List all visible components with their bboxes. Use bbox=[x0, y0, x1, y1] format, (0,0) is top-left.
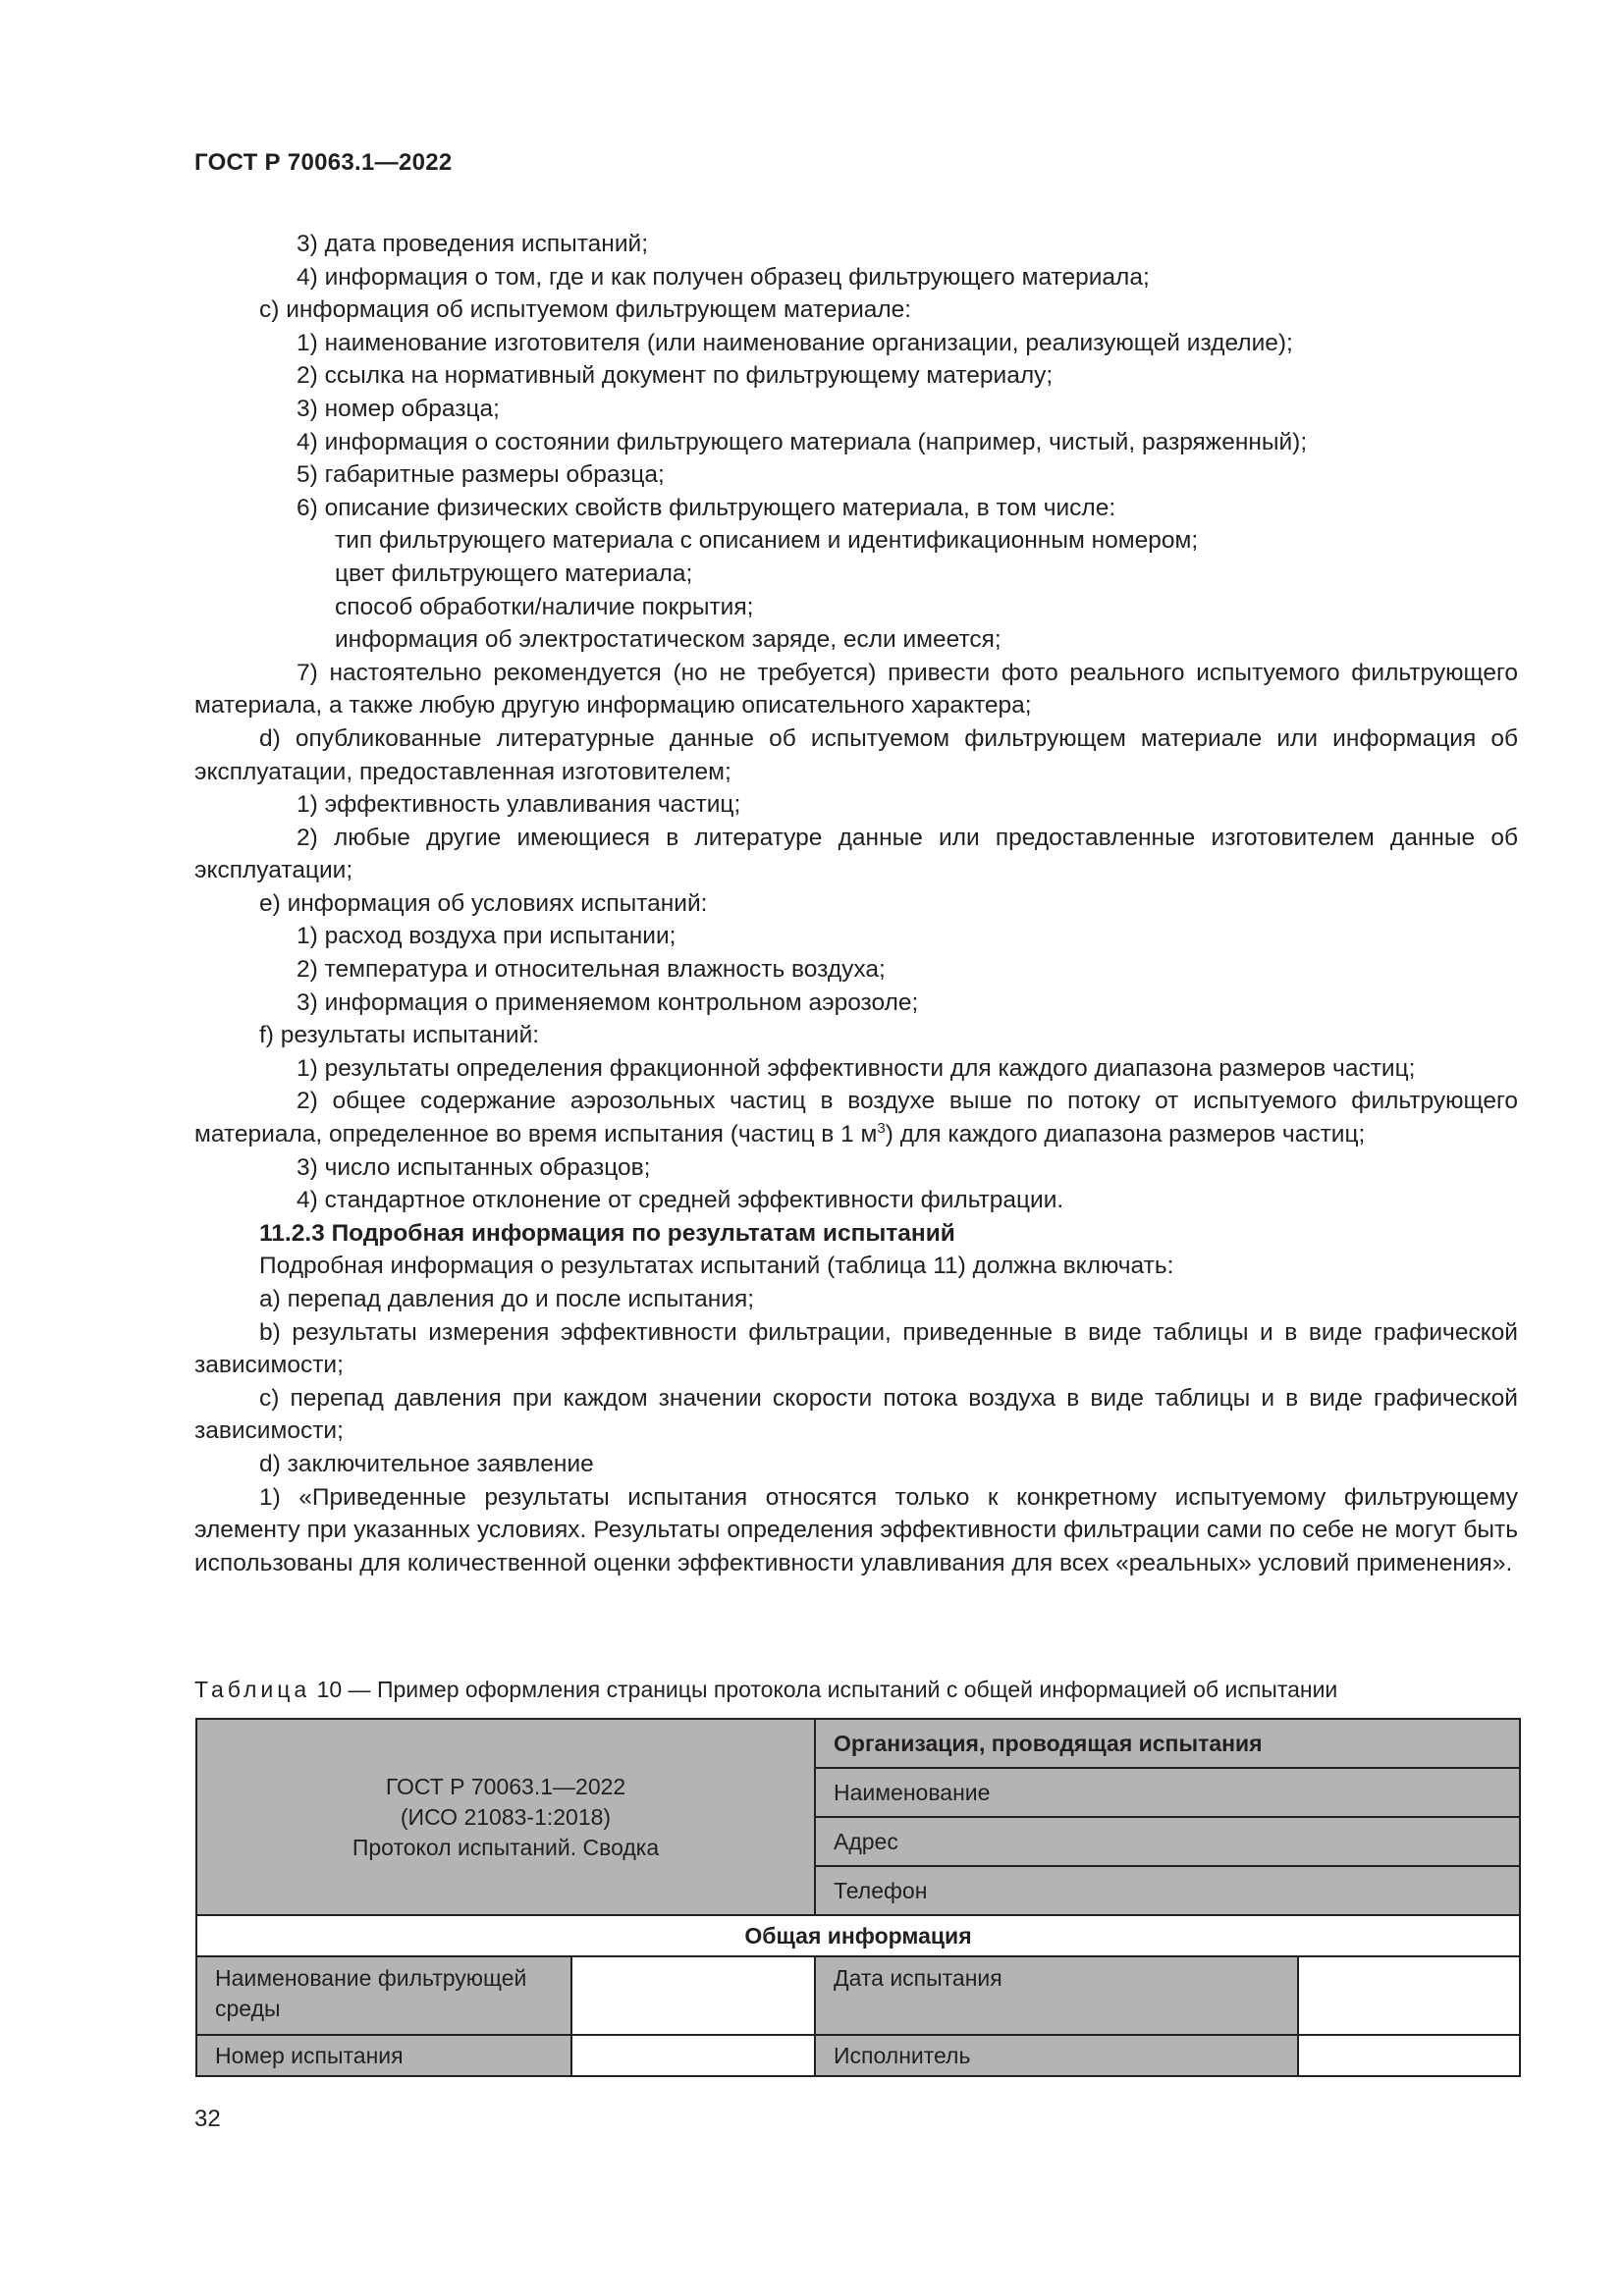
paragraph: Подробная информация о результатах испытаний (таблица 11) должна включать: bbox=[259, 1253, 1174, 1280]
test-number-value-cell[interactable] bbox=[571, 2035, 815, 2076]
list-item: 1) результаты определения фракционной эффективности для каждого диапазона размеров частиц; bbox=[297, 1054, 1416, 1082]
performer-label-cell: Исполнитель bbox=[815, 2035, 1298, 2076]
list-item: c) перепад давления при каждом значении скорости потока воздуха в виде таблицы и в виде графической зависимости; bbox=[194, 1384, 1518, 1445]
document-body bbox=[194, 228, 1518, 1579]
list-item: 4) информация о том, где и как получен образец фильтрующего материала; bbox=[297, 263, 1150, 291]
list-item: d) опубликованные литературные данные об испытуемом фильтрующем материале или информация об эксплуатации, предоставленная изготовителем; bbox=[194, 724, 1518, 785]
list-item: 1) наименование изготовителя (или наименование организации, реализующей изделие); bbox=[297, 329, 1293, 356]
org-address-cell: Адрес bbox=[815, 1817, 1520, 1866]
test-report-table bbox=[195, 1718, 1521, 2077]
list-item: 4) информация о состоянии фильтрующего материала (например, чистый, разряженный); bbox=[297, 428, 1308, 455]
list-item: 3) номер образца; bbox=[297, 395, 500, 422]
test-date-label-cell: Дата испытания bbox=[815, 1956, 1298, 2035]
filter-media-value-cell[interactable] bbox=[571, 1956, 815, 2035]
list-item: 3) информация о применяемом контрольном аэрозоле; bbox=[297, 988, 919, 1016]
list-item: информация об электростатическом заряде, если имеется; bbox=[335, 626, 1001, 654]
list-item-text: ) для каждого диапазона размеров частиц; bbox=[885, 1121, 1366, 1148]
list-item: 1) расход воздуха при испытании; bbox=[297, 923, 677, 950]
iso-code: (ИСО 21083-1:2018) bbox=[400, 1803, 612, 1830]
filter-media-label-cell: Наименование фильтрующей среды bbox=[196, 1956, 571, 2035]
list-item: 6) описание физических свойств фильтрующего материала, в том числе: bbox=[297, 494, 1116, 521]
list-item: 4) стандартное отклонение от средней эффективности фильтрации. bbox=[297, 1187, 1064, 1214]
list-item bbox=[194, 1085, 1518, 1150]
list-item: 3) дата проведения испытаний; bbox=[297, 231, 649, 257]
report-title-cell bbox=[196, 1719, 815, 1915]
table-caption-label: Таблица bbox=[194, 1677, 311, 1702]
general-info-header: Общая информация bbox=[196, 1915, 1520, 1956]
list-item: f) результаты испытаний: bbox=[259, 1022, 540, 1049]
org-phone-cell: Телефон bbox=[815, 1866, 1520, 1915]
list-item: 2) любые другие имеющиеся в литературе данные или предоставленные изготовителем данные об эксплуатации; bbox=[194, 824, 1518, 884]
section-heading: 11.2.3 Подробная информация по результатам испытаний bbox=[259, 1219, 955, 1247]
test-number-label-cell: Номер испытания bbox=[196, 2035, 571, 2076]
document-code-header: ГОСТ Р 70063.1—2022 bbox=[194, 149, 453, 176]
list-item: 7) настоятельно рекомендуется (но не требуется) привести фото реального испытуемого фильтрующего материала, а также любую другую информацию описательного характера; bbox=[194, 659, 1518, 720]
table-caption bbox=[194, 1677, 1337, 1703]
list-item: 2) температура и относительная влажность воздуха; bbox=[297, 956, 886, 984]
list-item: c) информация об испытуемом фильтрующем материале: bbox=[259, 296, 912, 324]
standard-code: ГОСТ Р 70063.1—2022 bbox=[385, 1773, 626, 1799]
org-name-cell: Наименование bbox=[815, 1768, 1520, 1817]
list-item: 1) «Приведенные результаты испытания относятся только к конкретному испытуемому фильтрующему элементу при указанных условиях. Результаты определения эффективности фильтрации сами по себе не могут быть использованы для количественной оценки эффективности улавливания для всех «реальных» условий применения». bbox=[194, 1483, 1518, 1576]
test-date-value-cell[interactable] bbox=[1298, 1956, 1520, 2035]
list-item: b) результаты измерения эффективности фильтрации, приведенные в виде таблицы и в виде графической зависимости; bbox=[194, 1318, 1518, 1379]
org-header-cell: Организация, проводящая испытания bbox=[815, 1719, 1520, 1768]
superscript: 3 bbox=[877, 1119, 886, 1137]
page-number: 32 bbox=[194, 2106, 221, 2132]
list-item: d) заключительное заявление bbox=[259, 1450, 594, 1477]
list-item: a) перепад давления до и после испытания; bbox=[259, 1286, 755, 1312]
list-item: тип фильтрующего материала с описанием и идентификационным номером; bbox=[335, 527, 1199, 555]
list-item: 1) эффективность улавливания частиц; bbox=[297, 791, 741, 819]
table-caption-text: 10 — Пример оформления страницы протокола испытаний с общей информацией об испытании bbox=[310, 1677, 1338, 1702]
list-item: e) информация об условиях испытаний: bbox=[259, 889, 708, 917]
list-item: 3) число испытанных образцов; bbox=[297, 1153, 651, 1181]
list-item: 5) габаритные размеры образца; bbox=[297, 461, 665, 489]
list-item: цвет фильтрующего материала; bbox=[335, 560, 693, 587]
list-item: способ обработки/наличие покрытия; bbox=[335, 593, 754, 620]
list-item-text: 2) общее содержание аэрозольных частиц в воздухе выше по потоку от испытуемого фильтрующего материала, определенное во время испытания (частиц в 1 м bbox=[194, 1088, 1518, 1148]
list-item: 2) ссылка на нормативный документ по фильтрующему материалу; bbox=[297, 362, 1054, 390]
performer-value-cell[interactable] bbox=[1298, 2035, 1520, 2076]
report-title: Протокол испытаний. Сводка bbox=[352, 1834, 660, 1860]
